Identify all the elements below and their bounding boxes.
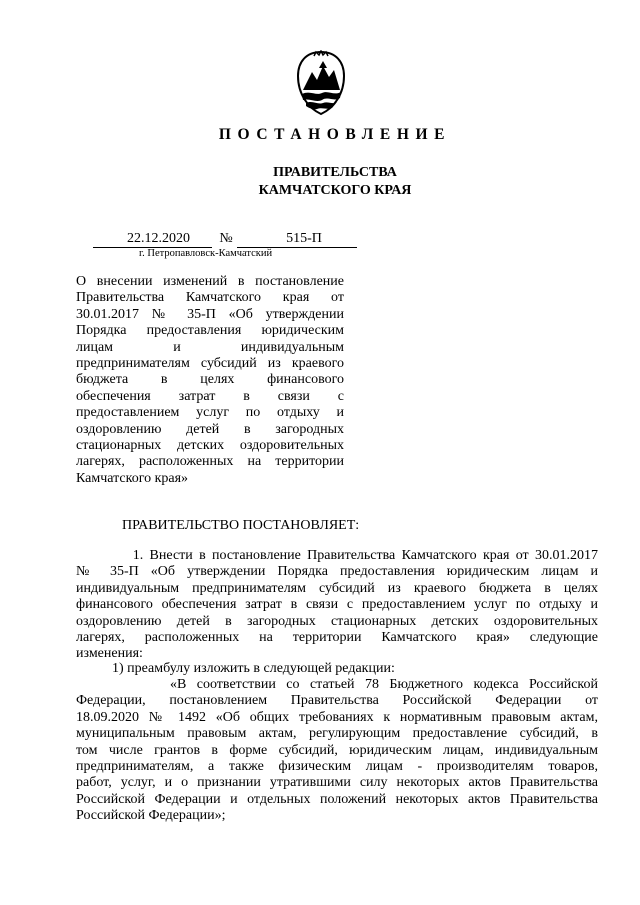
kamchatka-coat-of-arms-icon: [294, 50, 348, 116]
subject-line: лагерях, расположенных на территории: [76, 454, 344, 470]
paragraph-line: лагерях, расположенных на территории Камчатского края» следующие: [76, 630, 598, 646]
paragraph-line: индивидуальным предпринимателям субсидий из краевого бюджета в целях: [76, 580, 598, 596]
paragraph-line: предпринимателям, а также физическим лицам - производителям товаров,: [76, 759, 598, 775]
number-sign: №: [219, 231, 233, 246]
paragraph-line: том числе грантов в форме субсидий, юридическим лицам, индивидуальным: [76, 742, 598, 758]
paragraph-line: 1. Внести в постановление Правительства Камчатского края от 30.01.2017: [76, 548, 598, 563]
authority-title: [0, 164, 640, 200]
authority-line: ПРАВИТЕЛЬСТВА: [273, 165, 397, 180]
subject-line: бюджета в целях финансового: [76, 372, 344, 388]
paragraph-line: финансового обеспечения затрат в связи с предоставлением услуг по отдыху и: [76, 597, 598, 613]
subject-line: О внесении изменений в постановление: [76, 274, 344, 289]
paragraph-line: «В соответствии со статьей 78 Бюджетного кодекса Российской: [76, 677, 598, 692]
paragraph-line: Федерации, постановлением Правительства Российской Федерации от: [76, 693, 598, 709]
document-number: 515-П: [237, 231, 357, 248]
paragraph-2: 1) преамбулу изложить в следующей редакции:: [112, 661, 395, 676]
subject-line: лицам и индивидуальным: [76, 339, 344, 355]
paragraph-line: муниципальным правовым актам, регулирующим предоставление субсидий, в: [76, 726, 598, 742]
paragraph-line: изменения:: [76, 646, 143, 662]
document-type-title: ПОСТАНОВЛЕНИЕ: [218, 126, 452, 143]
subject-line: Камчатского края»: [76, 470, 189, 486]
subject-line: оздоровлению детей в загородных: [76, 421, 344, 437]
paragraph-line: работ, услуг, и о признании утратившими силу некоторых актов Правительства: [76, 775, 598, 791]
paragraph-line: Российской Федерации и отдельных положений некоторых актов Правительства: [76, 791, 598, 807]
paragraph-line: № 35-П «Об утверждении Порядка предоставления юридическим лицам и: [76, 564, 598, 580]
document-subject: [76, 274, 344, 487]
subject-line: стационарных детских оздоровительных: [76, 438, 344, 454]
subject-line: обеспечения затрат в связи с: [76, 388, 344, 404]
subject-line: Порядка предоставления юридическим: [76, 323, 344, 339]
subject-line: предоставлением услуг по отдыху и: [76, 405, 344, 421]
document-city: г. Петропавловск-Камчатский: [139, 248, 273, 259]
resolves-heading: ПРАВИТЕЛЬСТВО ПОСТАНОВЛЯЕТ:: [122, 518, 360, 533]
subject-line: 30.01.2017 № 35-П «Об утверждении: [76, 306, 344, 322]
paragraph-line: 18.09.2020 № 1492 «Об общих требованиях к нормативным правовым актам,: [76, 709, 598, 725]
paragraph-1: [76, 548, 598, 663]
document-date: 22.12.2020: [93, 231, 212, 248]
subject-line: предпринимателям субсидий из краевого: [76, 356, 344, 372]
paragraph-3: [76, 677, 598, 825]
paragraph-line: оздоровлению детей в загородных стационарных детских оздоровительных: [76, 613, 598, 629]
subject-line: Правительства Камчатского края от: [76, 290, 344, 306]
paragraph-line: Российской Федерации»;: [76, 808, 226, 824]
authority-line: КАМЧАТСКОГО КРАЯ: [258, 183, 412, 198]
